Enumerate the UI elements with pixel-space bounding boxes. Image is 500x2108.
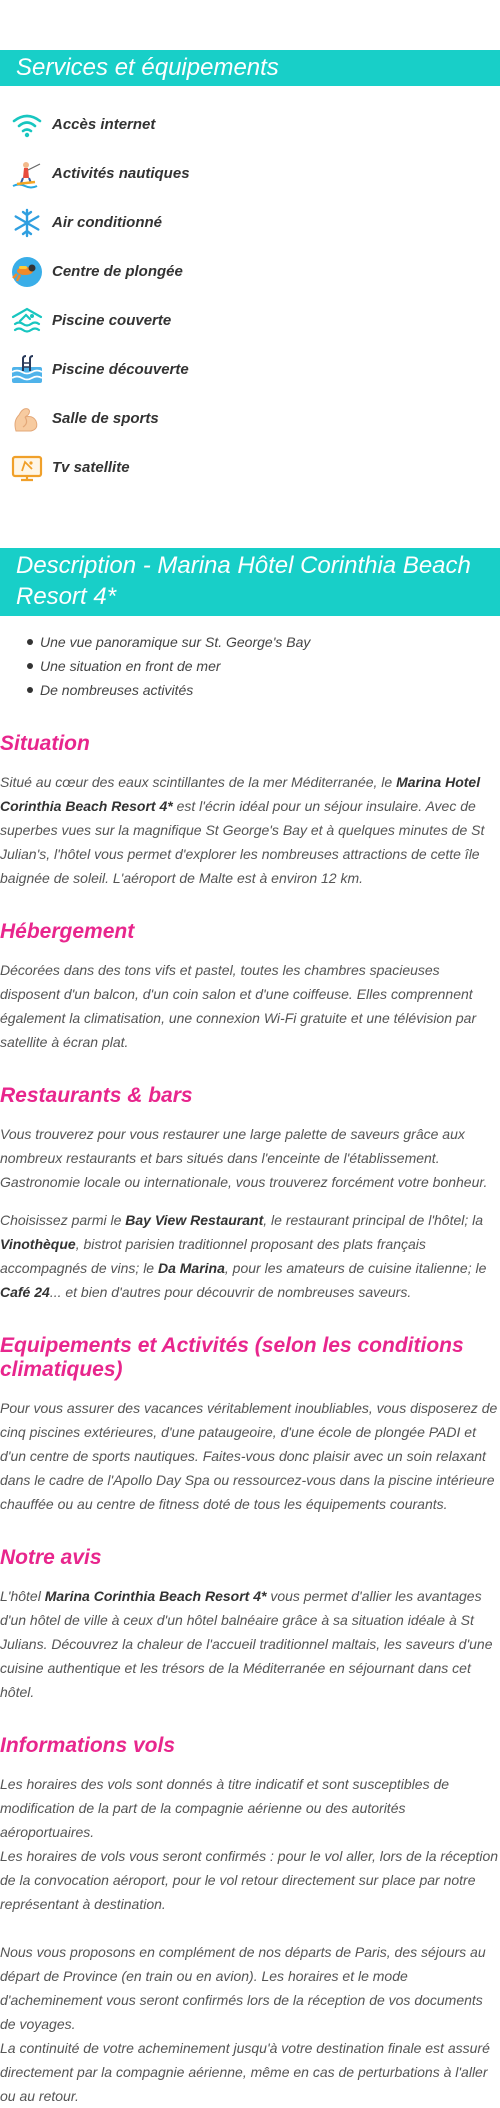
restaurants-list-text	[0, 1208, 500, 1304]
equipements-heading: Equipements et Activités (selon les conditions climatiques)	[0, 1334, 464, 1381]
service-label: Tv satellite	[52, 459, 130, 476]
situation-text	[0, 770, 500, 890]
vols-heading: Informations vols	[0, 1734, 176, 1757]
text-span: ... et bien d'autres pour découvrir de nombreuses saveurs.	[49, 1284, 412, 1300]
restaurant-name: Bay View Restaurant	[125, 1212, 264, 1228]
indoor-pool-icon	[10, 304, 44, 338]
restaurants-heading: Restaurants & bars	[0, 1084, 193, 1107]
service-item-water-sports	[10, 149, 260, 198]
service-label: Activités nautiques	[52, 165, 190, 182]
service-label: Air conditionné	[52, 214, 162, 231]
highlights-list	[0, 630, 500, 702]
service-item-air-conditioning	[10, 198, 260, 247]
restaurant-name: Da Marina	[157, 1260, 225, 1276]
wifi-icon	[10, 108, 44, 142]
tv-icon	[10, 451, 44, 485]
service-label: Salle de sports	[52, 410, 159, 427]
situation-heading: Situation	[0, 732, 90, 755]
text-span: Nous vous proposons en complément de nos départs de Paris, des séjours au départ de Province (en train ou en avion). Les horaires et le mode d'acheminement vous seront confirmés lors de la réception de vos documents de voyages.	[0, 1944, 486, 2032]
service-item-internet	[10, 100, 260, 149]
text-span: vous permet d'allier les avantages d'un hôtel de ville à ceux d'un hôtel balnéaire grâce à sa situation idéale à St Julians. Découvrez la chaleur de l'accueil traditionnel maltais, les saveurs d'une cuisine authentique et les trésors de la Méditerranée en séjournant dans cet hôtel.	[0, 1588, 493, 1700]
description-title: Description - Marina Hôtel Corinthia Beach Resort 4*	[0, 548, 500, 616]
text-span: Choisissez parmi le	[0, 1212, 126, 1228]
diver-icon	[10, 255, 44, 289]
hebergement-heading: Hébergement	[0, 920, 135, 943]
restaurant-name: Café 24	[0, 1284, 50, 1300]
text-span: Les horaires des vols sont donnés à titre indicatif et sont susceptibles de modification de la part de la compagnie aérienne ou des autorités aéroportuaires.	[0, 1776, 450, 1840]
text-span: Situé au cœur des eaux scintillantes de la mer Méditerranée, le	[0, 774, 397, 790]
avis-text	[0, 1584, 500, 1704]
services-grid	[0, 86, 500, 492]
list-item: Une vue panoramique sur St. George's Bay	[40, 630, 500, 654]
text-span: , le restaurant principal de l'hôtel; la	[263, 1212, 484, 1228]
service-item-satellite-tv	[10, 443, 260, 492]
restaurant-name: Vinothèque	[0, 1236, 76, 1252]
vols-text	[0, 1772, 500, 2108]
service-item-outdoor-pool	[10, 345, 260, 394]
water-ski-icon	[10, 157, 44, 191]
service-item-diving-center	[10, 247, 260, 296]
text-span: L'hôtel	[0, 1588, 45, 1604]
restaurants-text: Vous trouverez pour vous restaurer une large palette de saveurs grâce aux nombreux restaurants et bars situés dans l'enceinte de l'établissement. Gastronomie locale ou internationale, vous trouverez forcément votre bonheur.	[0, 1126, 488, 1190]
text-span: est l'écrin idéal pour un séjour insulaire. Avec de superbes vues sur la magnifique St George's Bay et à quelques minutes de St Julian's, l'hôtel vous permet d'explorer les nombreuses attractions de cette île baignée de soleil. L'aéroport de Malte est à environ 12 km.	[0, 798, 485, 886]
avis-heading: Notre avis	[0, 1546, 102, 1569]
service-label: Centre de plongée	[52, 263, 183, 280]
text-span: Les horaires de vols vous seront confirmés : pour le vol aller, lors de la réception de la convocation aéroport, pour le vol retour directement sur place par notre représentant à destination.	[0, 1848, 499, 1912]
hotel-name: Marina Corinthia Beach Resort 4*	[44, 1588, 267, 1604]
service-label: Accès internet	[52, 116, 156, 133]
hotel-name: Marina Hotel Corinthia Beach Resort 4*	[0, 774, 481, 814]
hebergement-text: Décorées dans des tons vifs et pastel, toutes les chambres spacieuses disposent d'un balcon, d'un coin salon et d'une coiffeuse. Elles comprennent également la climatisation, une connexion Wi-Fi gratuite et une télévision par satellite à écran plat.	[0, 962, 477, 1050]
service-label: Piscine couverte	[52, 312, 172, 329]
text-span: , bistrot parisien traditionnel proposant des plats français accompagnés de vins; le	[0, 1236, 426, 1276]
list-item: Une situation en front de mer	[40, 654, 500, 678]
hotel-details-page	[0, 50, 500, 2108]
equipements-text: Pour vous assurer des vacances véritablement inoubliables, vous disposerez de cinq piscines extérieures, d'une pataugeoire, d'une école de plongée PADI et d'un centre de sports nautiques. Faites-vous donc plaisir avec un soin relaxant dans le cadre de l'Apollo Day Spa ou ressourcez-vous dans la piscine intérieure chauffée ou au centre de fitness doté de tous les équipements courants.	[0, 1400, 498, 1512]
fitness-icon	[10, 402, 44, 436]
snowflake-icon	[10, 206, 44, 240]
text-span: La continuité de votre acheminement jusqu'à votre destination finale est assuré directement par la compagnie aérienne, même en cas de perturbations à l'aller ou au retour.	[0, 2040, 490, 2104]
service-label: Piscine découverte	[52, 361, 189, 378]
service-item-indoor-pool	[10, 296, 260, 345]
services-title: Services et équipements	[0, 50, 500, 86]
outdoor-pool-icon	[10, 353, 44, 387]
service-item-gym	[10, 394, 260, 443]
list-item: De nombreuses activités	[40, 678, 500, 702]
text-span: , pour les amateurs de cuisine italienne; le	[224, 1260, 487, 1276]
